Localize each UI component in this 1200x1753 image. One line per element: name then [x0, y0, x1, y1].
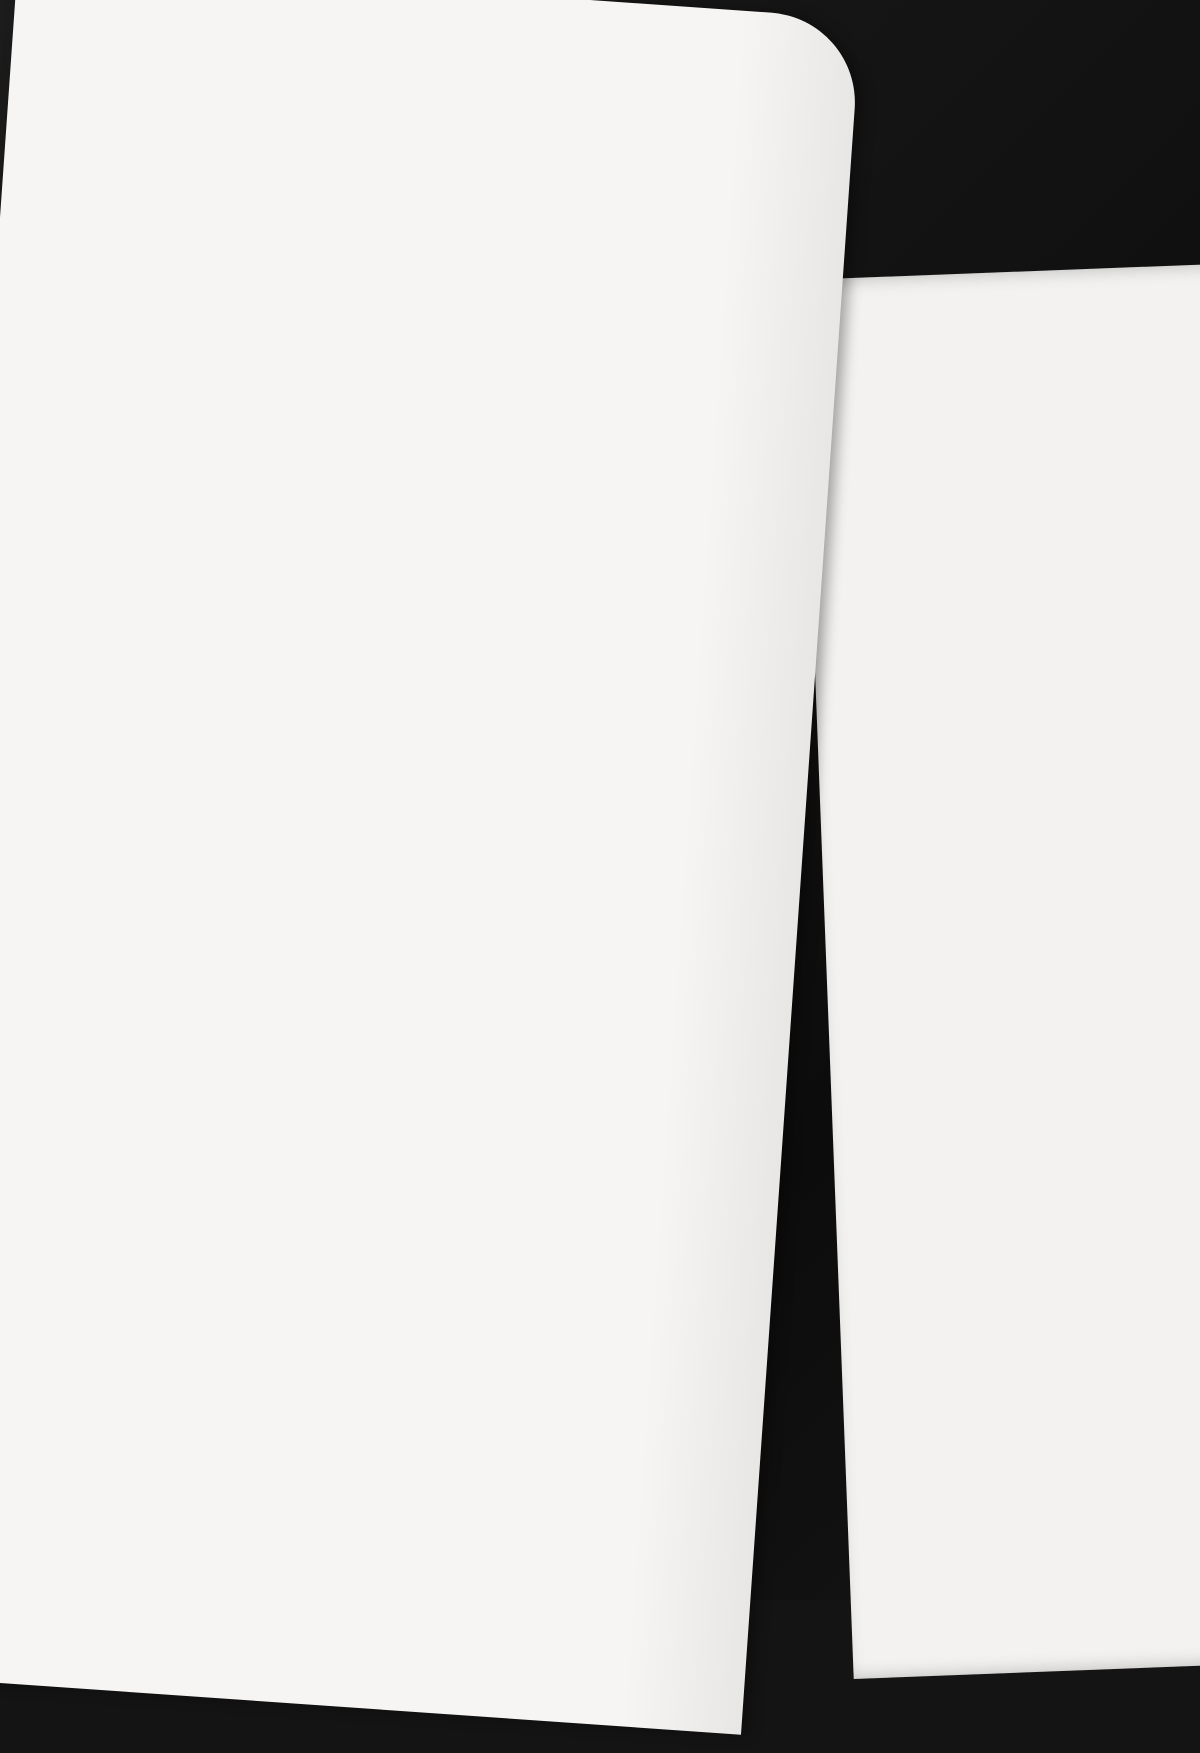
- essay-title-line: [222, 454, 1082, 541]
- doc-continuation-page: [250, 321, 251, 342]
- illustrations-list: [917, 836, 1200, 854]
- afterword-essay: [222, 454, 1082, 541]
- table-of-contents: [320, 169, 1102, 564]
- chapter5-number: [315, 214, 345, 216]
- part3-label: [237, 389, 239, 415]
- essay-title: [222, 454, 224, 480]
- part2-title: [261, 248, 263, 274]
- part2-label: [247, 247, 249, 273]
- chapter5-title: [344, 195, 346, 222]
- doc-continuation-text: [232, 316, 234, 342]
- pardo-documents-list: [231, 311, 1092, 409]
- essay-page: [252, 456, 254, 481]
- part3-title: [251, 390, 253, 416]
- doc-continuation: [231, 311, 1092, 409]
